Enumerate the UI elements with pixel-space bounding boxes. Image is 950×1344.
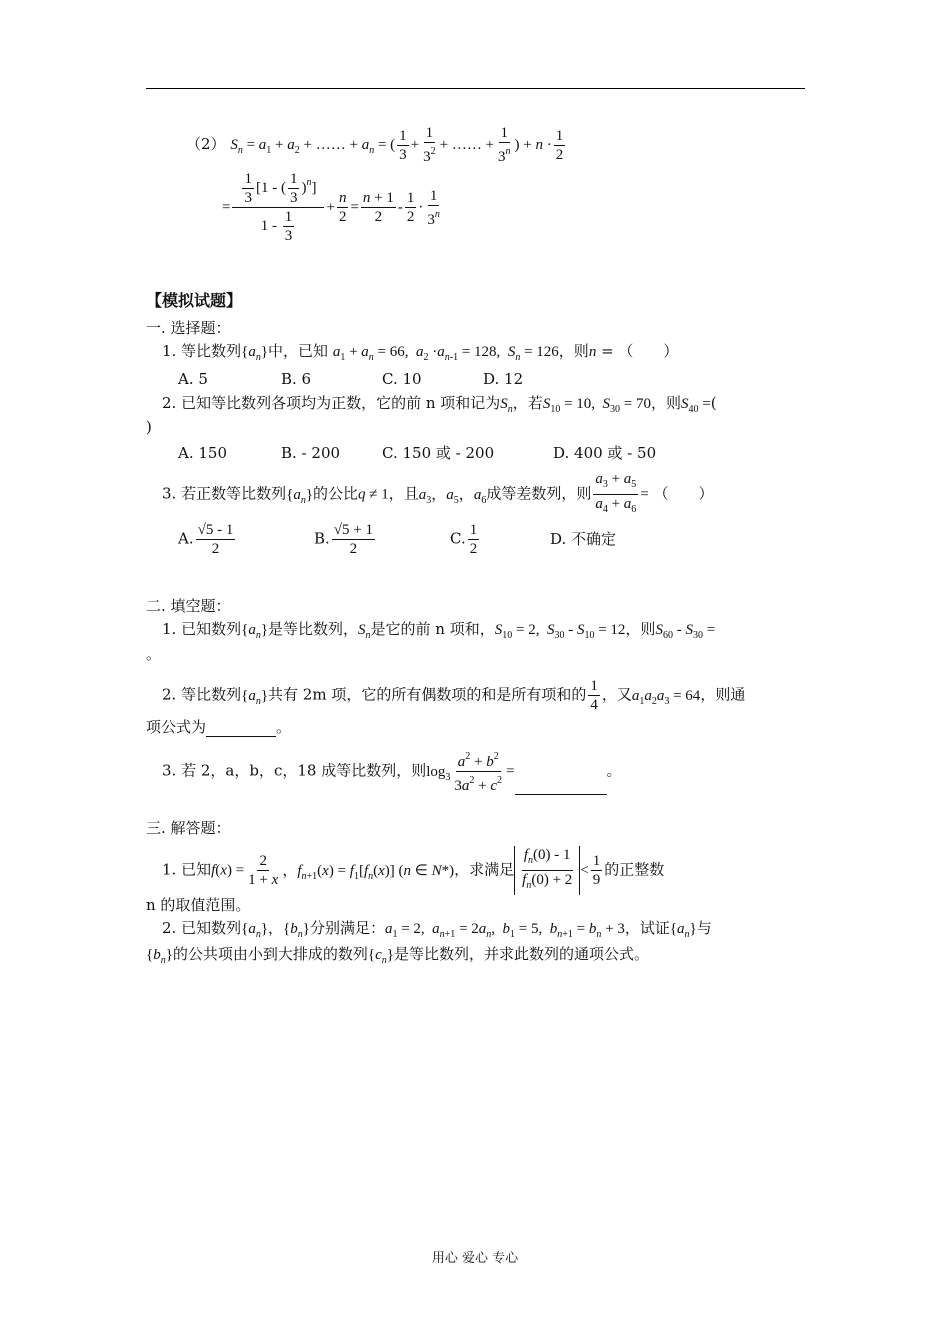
answer-q1-end: n 的取值范围。 [146,896,251,914]
choice-q1: 1. 等比数列$\{a_n\}$中，已知 $a_1 + a_n = 66$, $a_2 \cdot a_{n-1} = 128$, $S_n = 126$，则n = （ ） [162,342,679,363]
choice-q3-options: A. $\frac{√5 - 1}{2}$ B. $\frac{√5 + 1}{2}$ C. $\frac{1}{2}$ D. 不确定 [178,522,617,557]
choice-q2-options: A. 150 B. - 200 C. 150 或 - 200 D. 400 或 - 50 [178,444,657,462]
answer-q2-end: $\{b_n\}$的公共项由小到大排成的数列$\{c_n\}$是等比数列，并求此数列的通项公式。 [146,945,650,966]
choice-q2-paren: ) [146,418,152,436]
choice-heading: 一. 选择题： [146,319,231,337]
answer-blank[interactable] [206,720,276,737]
fill-q2: 2. 等比数列$\{a_n\}$共有 2m 项，它的所有偶数项的和是所有项和的 $\frac{1}{4}$ ，又$a_1a_2a_3 = 64$，则通 [162,678,746,713]
fill-heading: 二. 填空题： [146,597,231,615]
answer-q2: 2. 已知数列$\{a_n\}$，$\{b_n\}$分别满足：$a_1 = 2$, $a_{n+1} = 2a_n$, $b_1 = 5$, $b_{n+1} = b_n + 3$，试证$\{a_n\}$与 [162,919,712,940]
fill-q3: 3. 若 2，a，b，c，18 成等比数列，则$\log_3$ $\frac{a^2 + b^2}{3a^2 + c^2}$ = 。 [162,748,622,795]
choice-q3: 3. 若正数等比数列$\{a_n\}$的公比q ≠ 1，且$a_3$，$a_5$，$a_6$成等差数列，则 $\frac{a_3 + a_5}{a_4 + a_6}$ = （ ） [162,471,714,515]
solution-line-2: = $\frac{1}{3}$ [1 - ( $\frac{1}{3}$ )$^n$] 1 - $\frac{1}{3}$ + $\frac{n}{2}$ = $\frac{n + 1}{2}$ - $\frac{1}{2}$ · $\frac{1}{3^n}$ [222,171,440,244]
fill-q1-end: 。 [146,645,162,663]
fill-q2-end: 项公式为 。 [146,718,292,736]
header-rule [146,88,805,89]
fill-q1: 1. 已知数列$\{a_n\}$是等比数列，$S_n$是它的前 n 项和，$S_{10} = 2$, $S_{30} - S_{10} = 12$，则$S_{60} - S_{30}$ = [162,620,716,641]
answer-q1: 1. 已知f(x) = $\frac{2}{1 + x}$ ，$f_{n+1}(x) = f_1[f_n(x)]$ (n ∈ N*)，求满足 $\frac{f_n(0) - 1}{f_n(0) + 2}$ < $\frac{1}{9}$ 的正整数 [162,846,664,895]
answer-heading: 三. 解答题： [146,819,231,837]
answer-blank[interactable] [515,778,607,795]
choice-q1-options: A. 5 B. 6 C. 10 D. 12 [178,370,524,388]
page-footer: 用心 爱心 专心 [431,1251,519,1266]
section-title: 【模拟试题】 [146,291,243,310]
choice-q2: 2. 已知等比数列各项均为正数，它的前 n 项和记为$S_n$，若$S_{10} = 10$, $S_{30} = 70$，则$S_{40}$ =( [162,394,717,415]
solution-line-1: （2） $S_n = a_1 + a_2$ + …… + $a_n$ = ( $\frac{1}{3}$ + $\frac{1}{3^2}$ + …… + $\frac{1}{3^n}$ ) + n · $\frac{1}{2}$ [186,125,564,165]
